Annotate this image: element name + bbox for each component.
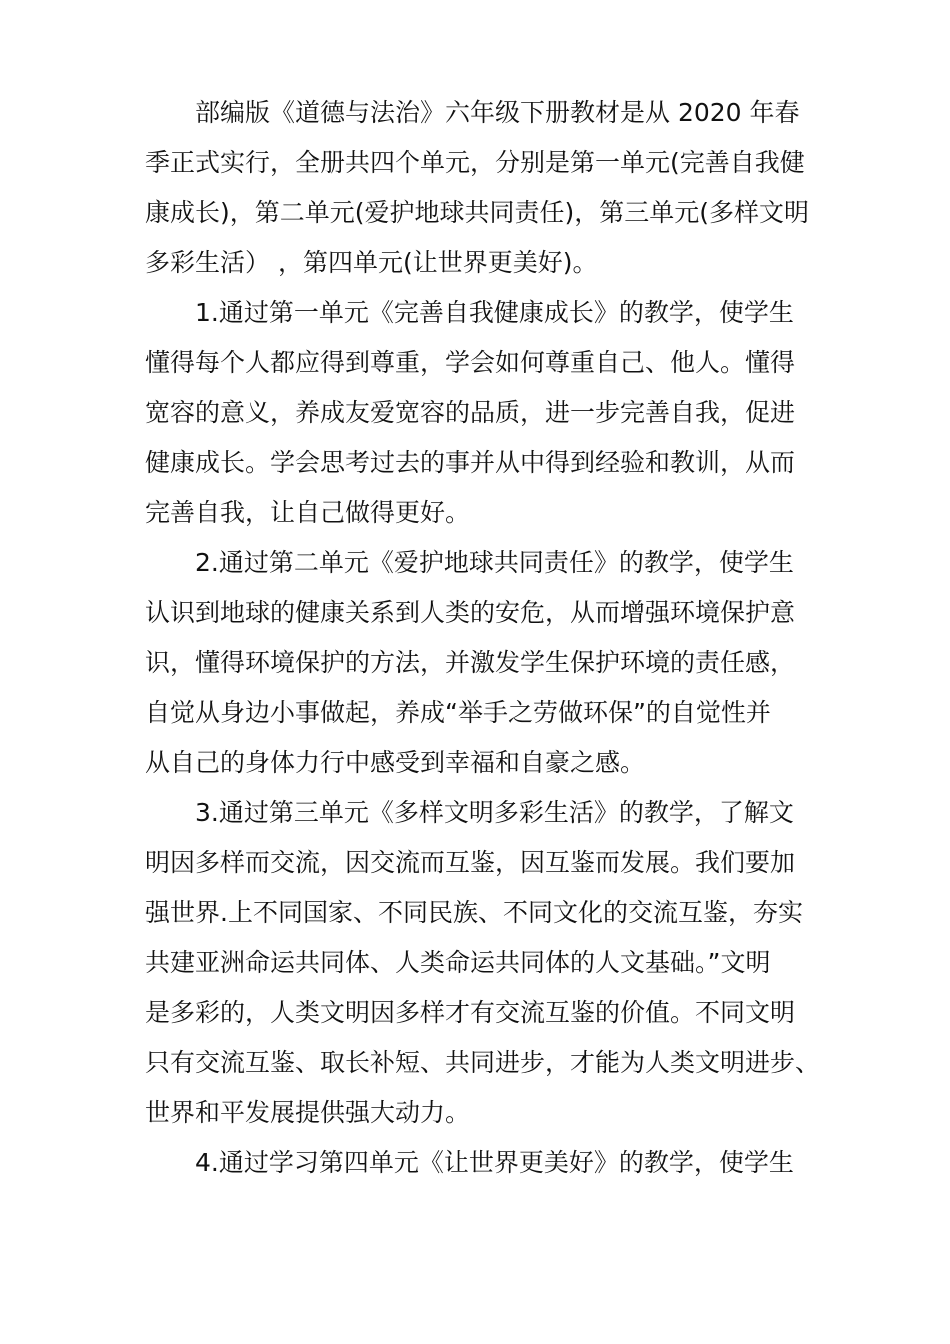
text-line: 2.通过第二单元《爱护地球共同责任》的教学，使学生 [195,548,794,577]
text-line: 健康成长。学会思考过去的事并从中得到经验和教训，从而 [145,448,796,477]
text-line: 康成长)，第二单元(爱护地球共同责任)，第三单元(多样文明 [145,198,810,227]
text-line: 4.通过学习第四单元《让世界更美好》的教学，使学生 [195,1148,794,1177]
text-line: 宽容的意义，养成友爱宽容的品质，进一步完善自我，促进 [145,398,796,427]
text-line: 多彩生活） ，第四单元(让世界更美好)。 [145,248,598,277]
text-line: 完善自我，让自己做得更好。 [145,498,471,527]
paragraph-unit-3 [145,788,821,1138]
text-line: 部编版《道德与法治》六年级下册教材是从 2020 年春 [195,98,800,127]
text-line: 识，懂得环境保护的方法，并激发学生保护环境的责任感， [145,648,796,677]
text-line: 只有交流互鉴、取长补短、共同进步，才能为人类文明进步、 [145,1048,821,1077]
text-line: 共建亚洲命运共同体、人类命运共同体的人文基础。”文明 [145,948,771,977]
paragraph-intro [145,88,810,288]
paragraph-unit-1 [145,288,810,538]
text-line: 季正式实行，全册共四个单元，分别是第一单元(完善自我健 [145,148,805,177]
text-line: 从自己的身体力行中感受到幸福和自豪之感。 [145,748,646,777]
document-body [145,88,821,1188]
text-line: 世界和平发展提供强大动力。 [145,1098,471,1127]
text-line: 强世界.上不同国家、不同民族、不同文化的交流互鉴，夯实 [145,898,803,927]
text-line: 懂得每个人都应得到尊重，学会如何尊重自己、他人。懂得 [145,348,796,377]
paragraph-unit-4 [145,1138,810,1188]
text-line: 自觉从身边小事做起，养成“举手之劳做环保”的自觉性并 [145,698,771,727]
text-line: 是多彩的，人类文明因多样才有交流互鉴的价值。不同文明 [145,998,796,1027]
text-line: 3.通过第三单元《多样文明多彩生活》的教学，了解文 [195,798,794,827]
text-line: 1.通过第一单元《完善自我健康成长》的教学，使学生 [195,298,794,327]
paragraph-unit-2 [145,538,810,788]
text-line: 认识到地球的健康关系到人类的安危，从而增强环境保护意 [145,598,796,627]
text-line: 明因多样而交流，因交流而互鉴，因互鉴而发展。我们要加 [145,848,796,877]
